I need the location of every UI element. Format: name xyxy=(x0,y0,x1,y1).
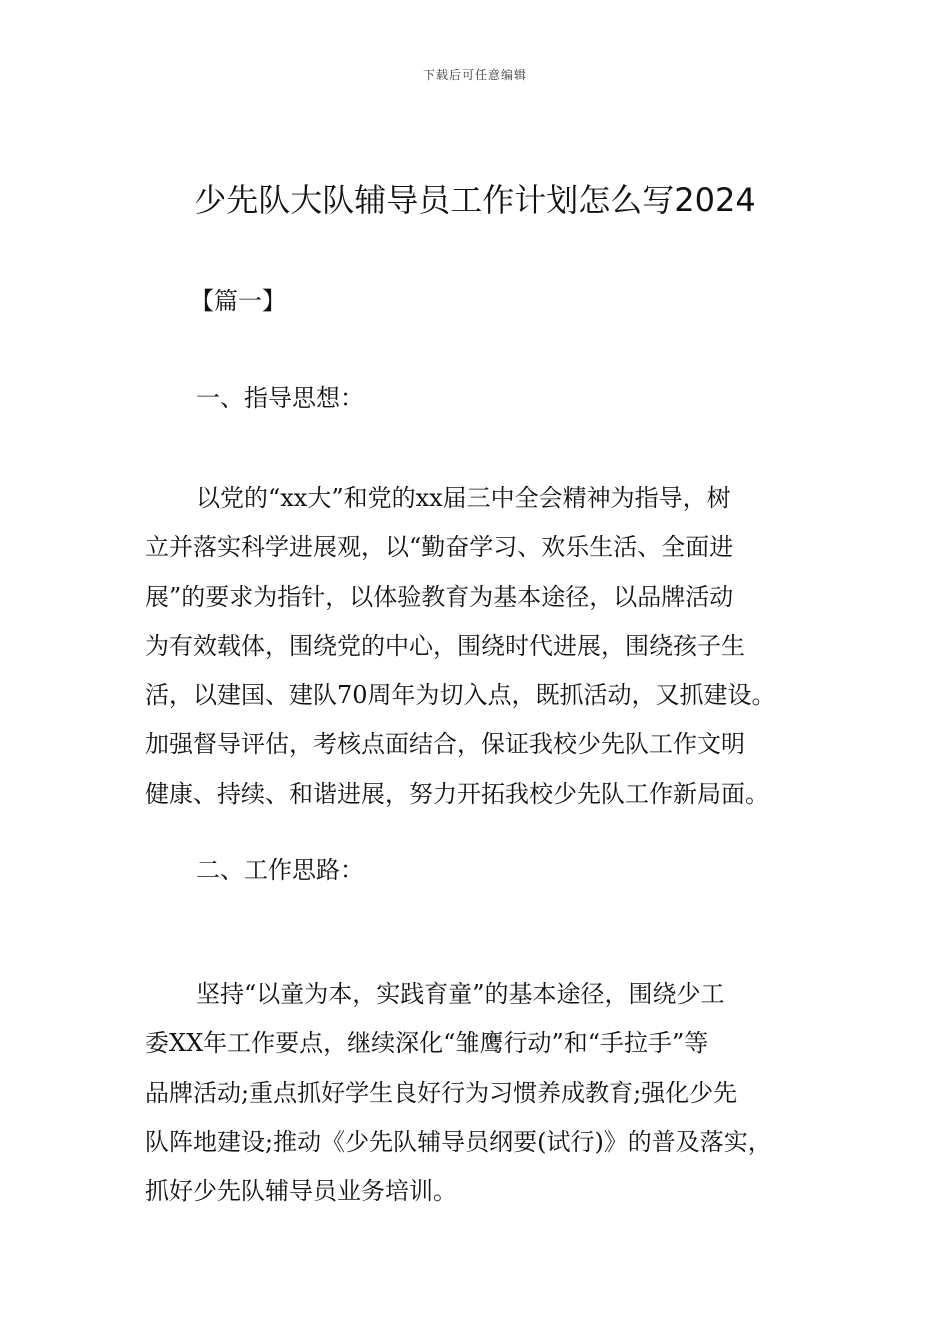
paragraph-line: 以党的“xx大”和党的xx届三中全会精神为指导，树 xyxy=(196,484,731,512)
part-label: 【篇一】 xyxy=(190,287,286,315)
section-heading-guiding-ideology: 一、指导思想： xyxy=(196,384,364,412)
header-note: 下载后可任意编辑 xyxy=(422,68,527,82)
paragraph-line: 立并落实科学进展观，以“勤奋学习、欢乐生活、全面进 xyxy=(145,533,734,562)
paragraph-line: 品牌活动;重点抓好学生良好行为习惯养成教育;强化少先 xyxy=(145,1078,738,1107)
paragraph-guiding-ideology xyxy=(145,480,825,825)
page-title: 少先队大队辅导员工作计划怎么写2024 xyxy=(194,181,756,219)
paragraph-line: 抓好少先队辅导员业务培训。 xyxy=(145,1177,457,1206)
paragraph-line: 加强督导评估，考核点面结合，保证我校少先队工作文明 xyxy=(145,730,745,759)
section-heading-work-approach: 二、工作思路： xyxy=(196,856,364,884)
paragraph-line: 展”的要求为指针，以体验教育为基本途径，以品牌活动 xyxy=(145,582,734,611)
paragraph-line: 坚持“以童为本，实践育童”的基本途径，围绕少工 xyxy=(196,980,725,1008)
paragraph-line: 健康、持续、和谐进展，努力开拓我校少先队工作新局面。 xyxy=(145,779,769,808)
paragraph-line: 队阵地建设;推动《少先队辅导员纲要(试行)》的普及落实， xyxy=(145,1127,772,1156)
paragraph-line: 活，以建国、建队70周年为切入点，既抓活动，又抓建设。 xyxy=(145,681,776,710)
paragraph-line: 委XX年工作要点，继续深化“雏鹰行动”和“手拉手”等 xyxy=(145,1029,709,1058)
paragraph-line: 为有效载体，围绕党的中心，围绕时代进展，围绕孩子生 xyxy=(145,631,745,660)
paragraph-work-approach xyxy=(145,976,825,1222)
